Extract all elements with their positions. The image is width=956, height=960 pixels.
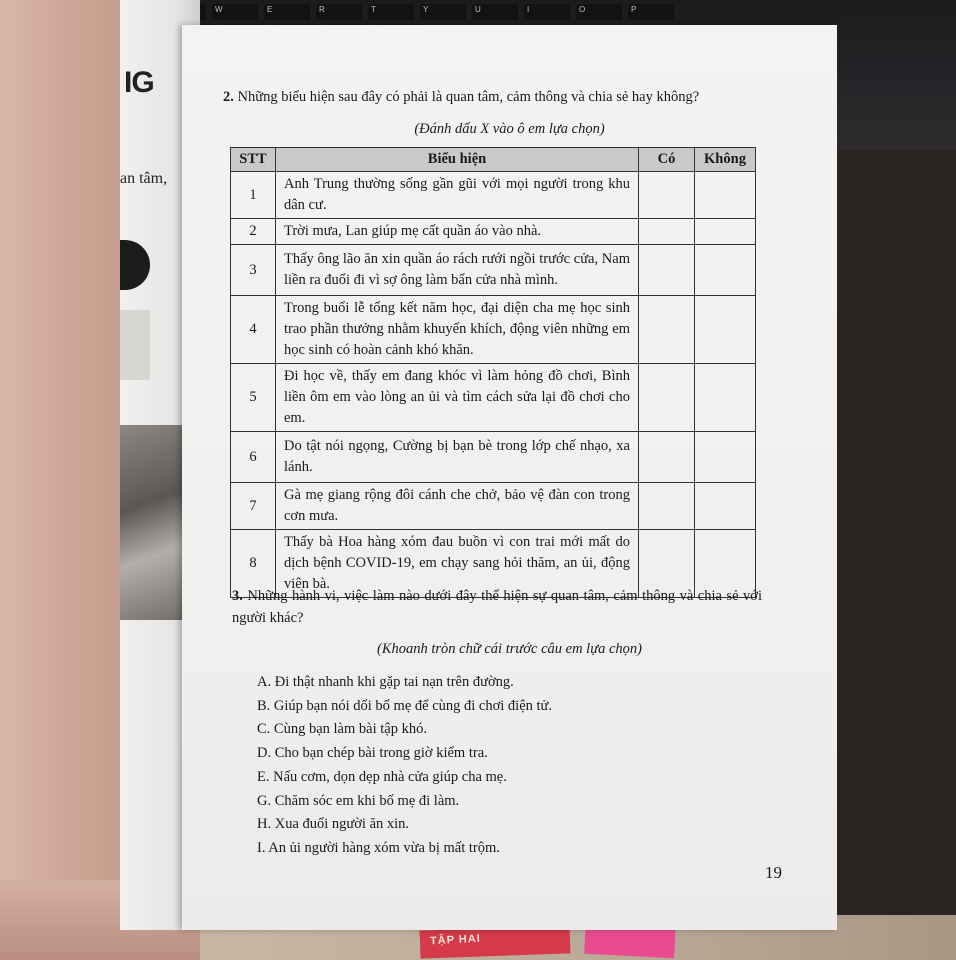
row-description: Trời mưa, Lan giúp mẹ cất quần áo vào nhà. [276,219,639,245]
keyboard-key: O [576,4,622,20]
table-row [231,432,756,483]
row-description: Anh Trung thường sống gần gũi với mọi người trong khu dân cư. [276,172,639,219]
checkbox-co[interactable] [639,219,695,245]
row-stt: 5 [231,364,276,432]
checkbox-khong[interactable] [695,432,756,483]
table-row [231,172,756,219]
page-number: 19 [765,863,782,882]
row-stt: 2 [231,219,276,245]
question-3-text: Những hành vi, việc làm nào dưới đây thể hiện sự quan tâm, cảm thông và chia sẻ với người khác? [232,588,762,626]
left-page-box [120,310,150,380]
checkbox-co[interactable] [639,364,695,432]
checkbox-co[interactable] [639,172,695,219]
row-stt: 6 [231,432,276,483]
checkbox-khong[interactable] [695,245,756,296]
question-3-title [232,585,762,629]
keyboard-key: Y [420,4,466,20]
keyboard-key: U [472,4,518,20]
question-2-instruction: (Đánh dấu X vào ô em lựa chọn) [414,121,605,137]
table-row [231,296,756,364]
row-stt: 7 [231,483,276,530]
hand-background [0,0,122,956]
checkbox-khong[interactable] [695,483,756,530]
notebook-label: TẬP HAI [429,932,482,948]
question-3-number: 3. [232,588,243,604]
checkbox-co[interactable] [639,483,695,530]
left-page-photo [120,425,190,620]
table-header-row [231,148,756,172]
checkbox-khong[interactable] [695,364,756,432]
row-description: Thấy ông lão ăn xin quần áo rách rưới ngồi trước cửa, Nam liền ra đuổi đi vì sợ ông làm bẩn cửa nhà mình. [276,245,639,296]
keyboard-key: W [212,4,258,20]
answer-option[interactable]: D. Cho bạn chép bài trong giờ kiểm tra. [257,745,488,762]
header-stt: STT [231,148,276,172]
checkbox-co[interactable] [639,296,695,364]
checkbox-khong[interactable] [695,296,756,364]
checkbox-khong[interactable] [695,219,756,245]
checkbox-co[interactable] [639,245,695,296]
row-description: Thấy bà Hoa hàng xóm đau buồn vì con trai mới mất do dịch bệnh COVID-19, em chạy sang hỏi thăm, an ủi, động viên bà. [276,530,639,598]
row-stt: 1 [231,172,276,219]
row-description: Gà mẹ giang rộng đôi cánh che chở, bảo vệ đàn con trong cơn mưa. [276,483,639,530]
table-row [231,245,756,296]
left-page-text: an tâm, [120,170,168,187]
answer-options [257,671,552,861]
table-row [231,483,756,530]
header-bieu-hien: Biểu hiện [276,148,639,172]
keyboard-key: P [628,4,674,20]
answer-option[interactable]: E. Nấu cơm, dọn dẹp nhà cửa giúp cha mẹ. [257,768,507,785]
answer-option[interactable]: A. Đi thật nhanh khi gặp tai nạn trên đường. [257,674,514,690]
question-3-instruction: (Khoanh tròn chữ cái trước câu em lựa chọn) [376,641,643,657]
answer-option[interactable]: H. Xua đuổi người ăn xin. [257,816,410,833]
row-stt: 3 [231,245,276,296]
checklist-table [230,147,756,598]
keyboard-key: E [264,4,310,20]
keyboard-key: T [368,4,414,20]
header-co: Có [639,148,695,172]
answer-option[interactable]: G. Chăm sóc em khi bố mẹ đi làm. [257,792,460,809]
row-stt: 8 [231,530,276,598]
question-2-number: 2. [223,89,234,105]
checkbox-co[interactable] [639,432,695,483]
header-khong: Không [695,148,756,172]
checkbox-khong[interactable] [695,172,756,219]
left-page-illustration [120,240,150,290]
question-2-text: Những biểu hiện sau đây có phải là quan tâm, cảm thông và chia sẻ hay không? [233,89,700,105]
answer-option[interactable]: B. Giúp bạn nói dối bố mẹ để cùng đi chơi điện tử. [257,697,553,714]
row-description: Trong buổi lễ tổng kết năm học, đại diện cha mẹ học sinh trao phần thưởng nhằm khuyến khích, động viên những em học sinh có hoàn cảnh khó khăn. [276,296,639,364]
row-description: Đi học về, thấy em đang khóc vì làm hỏng đồ chơi, Bình liền ôm em vào lòng an ủi và tìm cách sửa lại đồ chơi cho em. [276,364,639,432]
answer-option[interactable]: C. Cùng bạn làm bài tập khó. [257,721,427,738]
row-description: Do tật nói ngọng, Cường bị bạn bè trong lớp chế nhạo, xa lánh. [276,432,639,483]
keyboard-row-1 [160,4,674,20]
workbook-page [182,25,837,930]
question-2-title [223,89,699,106]
row-stt: 4 [231,296,276,364]
table-row [231,364,756,432]
left-page-heading: IG [124,66,154,99]
table-row [231,219,756,245]
keyboard-key: R [316,4,362,20]
answer-option[interactable]: I. An ủi người hàng xóm vừa bị mất trộm. [257,839,500,856]
keyboard-key: I [524,4,570,20]
